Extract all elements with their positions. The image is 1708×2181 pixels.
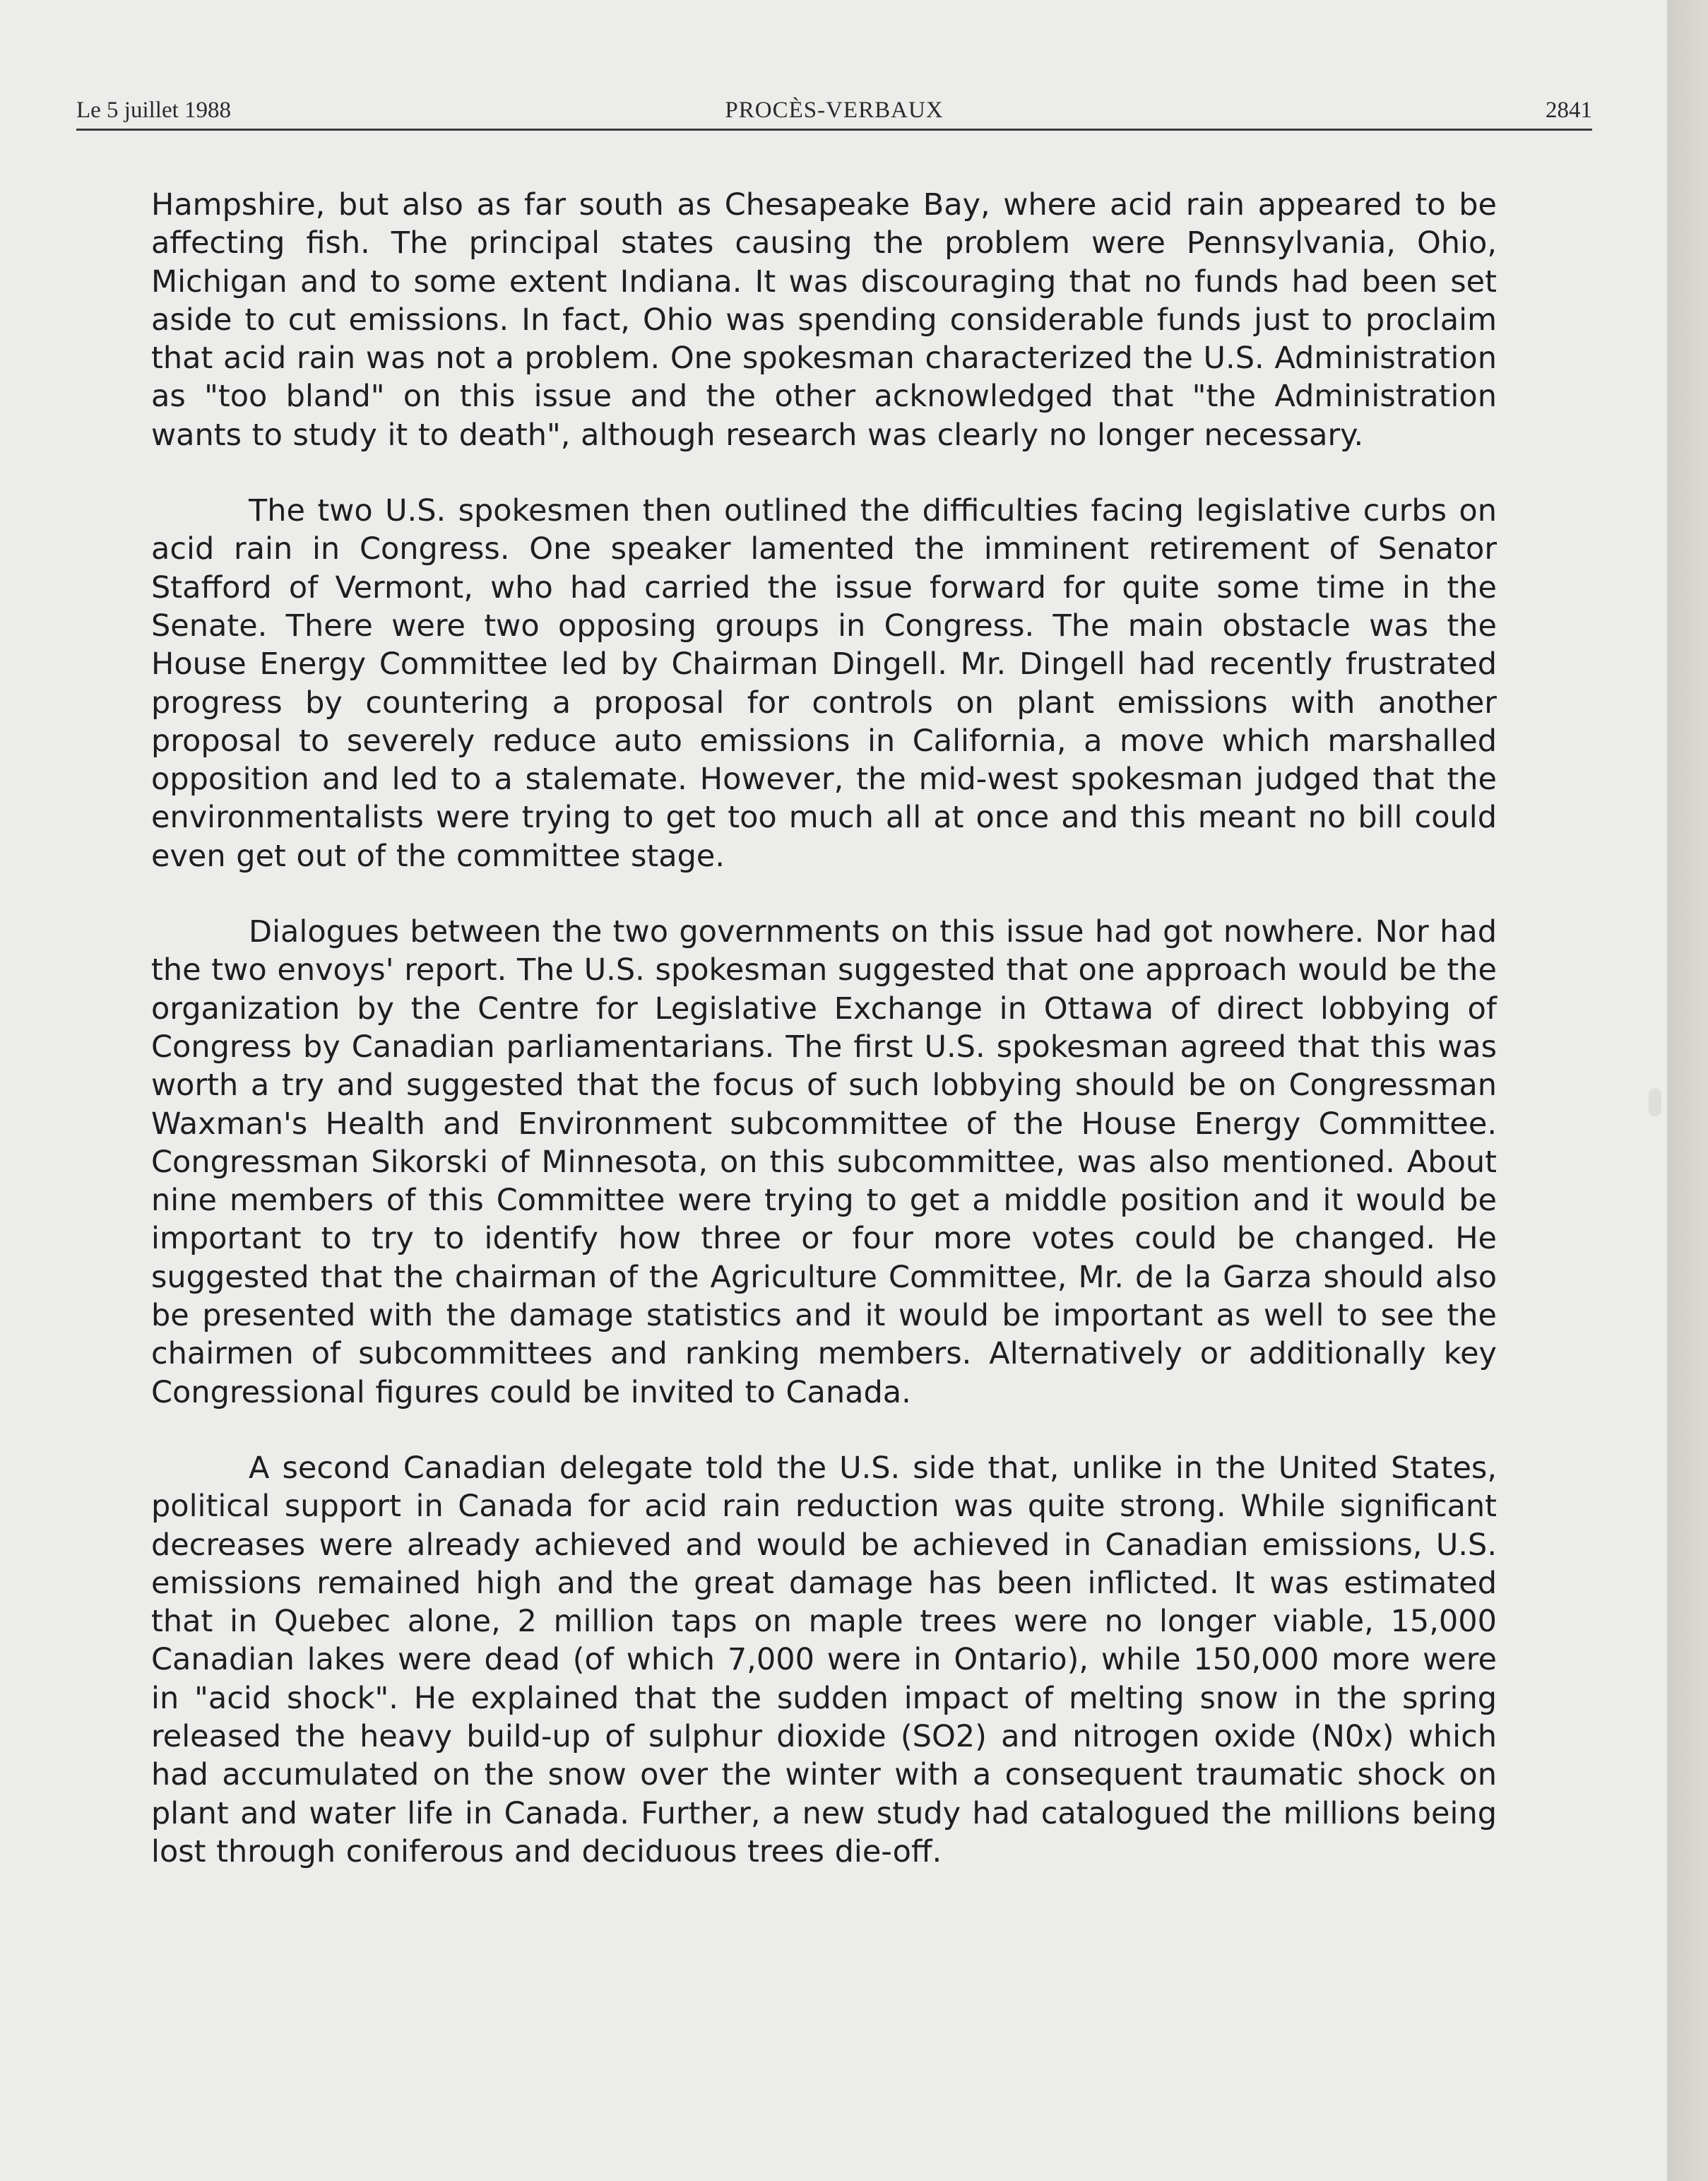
page-number: 2841 (1546, 97, 1592, 123)
paragraph-1: Hampshire, but also as far south as Chesapeake Bay, where acid rain appeared to be affecting fish. The principal states causing the problem were Pennsylvania, Ohio, Michigan and to some extent Indiana. It was discouraging that no funds had been set aside to cut emissions. In fact, Ohio was spending considerable funds just to proclaim that acid rain was not a problem. One spokesman characterized the U.S. Administration as "too bland" on this issue and the other acknowledged that "the Administration wants to study it to death", although research was clearly no longer necessary. (151, 187, 1497, 453)
paragraph-2: The two U.S. spokesmen then outlined the difficulties facing legislative curbs on acid rain in Congress. One speaker lamented the imminent retirement of Senator Stafford of Vermont, who had carried the issue forward for quite some time in the Senate. There were two opposing groups in Congress. The main obstacle was the House Energy Committee led by Chairman Dingell. Mr. Dingell had recently frustrated progress by countering a proposal for controls on plant emissions with another proposal to severely reduce auto emissions in California, a move which marshalled opposition and led to a stalemate. However, the mid-west spokesman judged that the environmentalists were trying to get too much all at once and this meant no bill could even get out of the committee stage. (151, 493, 1497, 874)
body-text (151, 186, 1497, 1908)
page-edge (1667, 0, 1708, 2181)
paper-mark (1649, 1088, 1661, 1116)
paragraph-4: A second Canadian delegate told the U.S. side that, unlike in the United States, political support in Canada for acid rain reduction was quite strong. While significant decreases were already achieved and would be achieved in Canadian emissions, U.S. emissions remained high and the great damage has been inflicted. It was estimated that in Quebec alone, 2 million taps on maple trees were no longer viable, 15,000 Canadian lakes were dead (of which 7,000 were in Ontario), while 150,000 more were in "acid shock". He explained that the sudden impact of melting snow in the spring released the heavy build-up of sulphur dioxide (SO2) and nitrogen oxide (N0x) which had accumulated on the snow over the winter with a consequent traumatic shock on plant and water life in Canada. Further, a new study had catalogued the millions being lost through coniferous and deciduous trees die-off. (151, 1450, 1497, 1869)
header-title: PROCÈS-VERBAUX (725, 97, 944, 123)
paragraph-3: Dialogues between the two governments on this issue had got nowhere. Nor had the two envoys' report. The U.S. spokesman suggested that one approach would be the organization by the Centre for Legislative Exchange in Ottawa of direct lobbying of Congress by Canadian parliamentarians. The first U.S. spokesman agreed that this was worth a try and suggested that the focus of such lobbying should be on Congressman Waxman's Health and Environment subcommittee of the House Energy Committee. Congressman Sikorski of Minnesota, on this subcommittee, was also mentioned. About nine members of this Committee were trying to get a middle position and it would be important to try to identify how three or four more votes could be changed. He suggested that the chairman of the Agriculture Committee, Mr. de la Garza should also be presented with the damage statistics and it would be important as well to see the chairmen of subcommittees and ranking members. Alternatively or additionally key Congressional figures could be invited to Canada. (151, 914, 1497, 1410)
header-date: Le 5 juillet 1988 (76, 97, 232, 123)
page-header (76, 93, 1592, 131)
